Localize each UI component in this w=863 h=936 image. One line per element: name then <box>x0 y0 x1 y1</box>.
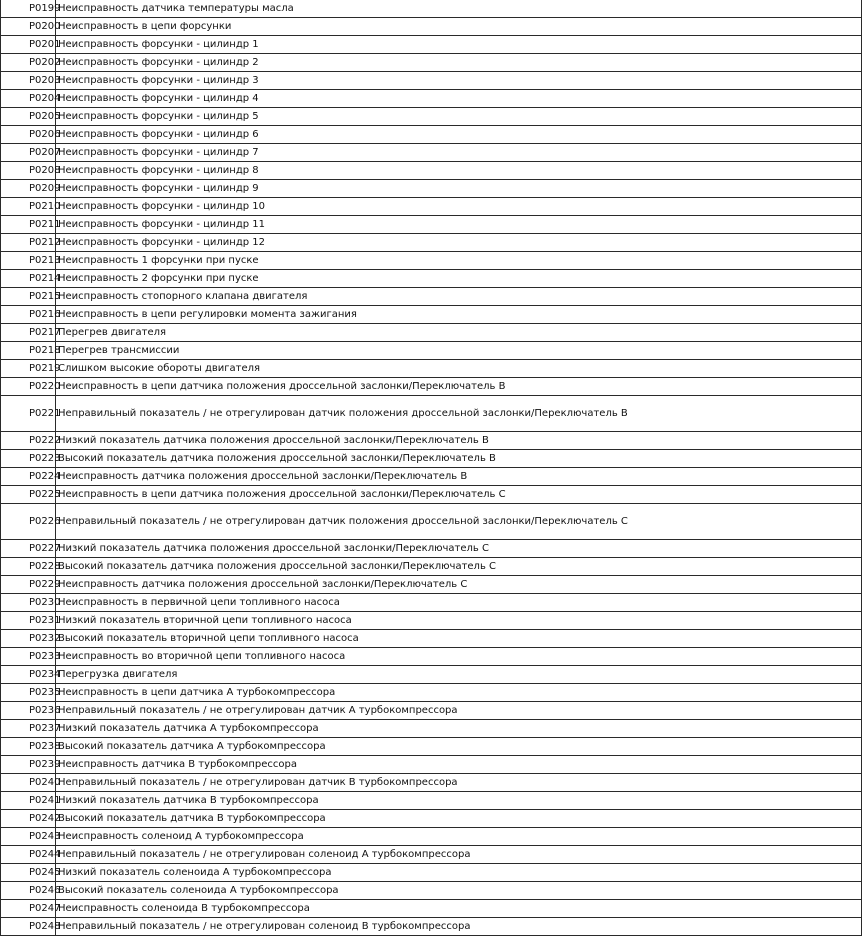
error-description-cell: Высокий показатель датчика В турбокомпрессора <box>56 810 862 828</box>
error-code-cell: P0215 <box>1 288 56 306</box>
error-description-cell: Неправильный показатель / не отрегулирован датчик положения дроссельной заслонки/Переключатель В <box>56 396 862 432</box>
error-code-cell: P0227 <box>1 540 56 558</box>
table-row <box>1 504 862 540</box>
error-description-cell: Неисправность в цепи форсунки <box>56 18 862 36</box>
error-codes-body <box>1 0 862 936</box>
error-code-cell: P0248 <box>1 918 56 936</box>
table-row <box>1 18 862 36</box>
error-description-cell: Высокий показатель датчика положения дроссельной заслонки/Переключатель С <box>56 558 862 576</box>
error-code-cell: P0240 <box>1 774 56 792</box>
table-row <box>1 918 862 936</box>
table-row <box>1 774 862 792</box>
error-code-cell: P0216 <box>1 306 56 324</box>
table-row <box>1 144 862 162</box>
table-row <box>1 252 862 270</box>
error-code-cell: P0241 <box>1 792 56 810</box>
error-code-cell: P0217 <box>1 324 56 342</box>
error-description-cell: Слишком высокие обороты двигателя <box>56 360 862 378</box>
error-code-cell: P0242 <box>1 810 56 828</box>
error-code-cell: P0233 <box>1 648 56 666</box>
error-description-cell: Неисправность датчика В турбокомпрессора <box>56 756 862 774</box>
table-row <box>1 198 862 216</box>
table-row <box>1 90 862 108</box>
error-description-cell: Неисправность в цепи датчика А турбокомпрессора <box>56 684 862 702</box>
error-code-cell: P0210 <box>1 198 56 216</box>
error-code-cell: P0231 <box>1 612 56 630</box>
table-row <box>1 594 862 612</box>
error-description-cell: Неисправность соленоид А турбокомпрессора <box>56 828 862 846</box>
table-row <box>1 810 862 828</box>
error-code-cell: P0222 <box>1 432 56 450</box>
error-code-cell: P0220 <box>1 378 56 396</box>
error-code-cell: P0224 <box>1 468 56 486</box>
error-description-cell: Неисправность 1 форсунки при пуске <box>56 252 862 270</box>
error-description-cell: Неисправность форсунки - цилиндр 2 <box>56 54 862 72</box>
error-description-cell: Неправильный показатель / не отрегулирован датчик В турбокомпрессора <box>56 774 862 792</box>
error-description-cell: Высокий показатель соленоида А турбокомпрессора <box>56 882 862 900</box>
table-row <box>1 864 862 882</box>
error-description-cell: Неправильный показатель / не отрегулирован соленоид В турбокомпрессора <box>56 918 862 936</box>
error-description-cell: Неисправность форсунки - цилиндр 4 <box>56 90 862 108</box>
error-code-cell: P0200 <box>1 18 56 36</box>
table-row <box>1 576 862 594</box>
error-description-cell: Низкий показатель соленоида А турбокомпрессора <box>56 864 862 882</box>
table-row <box>1 882 862 900</box>
table-row <box>1 162 862 180</box>
table-row <box>1 756 862 774</box>
error-code-cell: P0207 <box>1 144 56 162</box>
error-code-cell: P0212 <box>1 234 56 252</box>
table-row <box>1 324 862 342</box>
error-code-cell: P0237 <box>1 720 56 738</box>
error-description-cell: Низкий показатель датчика положения дроссельной заслонки/Переключатель В <box>56 432 862 450</box>
error-description-cell: Неисправность форсунки - цилиндр 11 <box>56 216 862 234</box>
error-description-cell: Высокий показатель датчика А турбокомпрессора <box>56 738 862 756</box>
error-description-cell: Низкий показатель датчика положения дроссельной заслонки/Переключатель С <box>56 540 862 558</box>
table-row <box>1 486 862 504</box>
table-row <box>1 612 862 630</box>
error-code-cell: P0206 <box>1 126 56 144</box>
error-description-cell: Неисправность стопорного клапана двигателя <box>56 288 862 306</box>
error-code-cell: P0202 <box>1 54 56 72</box>
table-row <box>1 720 862 738</box>
error-description-cell: Неисправность форсунки - цилиндр 9 <box>56 180 862 198</box>
error-description-cell: Низкий показатель датчика А турбокомпрессора <box>56 720 862 738</box>
error-description-cell: Неисправность в цепи датчика положения дроссельной заслонки/Переключатель С <box>56 486 862 504</box>
error-code-cell: P0203 <box>1 72 56 90</box>
error-description-cell: Перегрев двигателя <box>56 324 862 342</box>
error-description-cell: Неисправность в первичной цепи топливного насоса <box>56 594 862 612</box>
error-code-cell: P0213 <box>1 252 56 270</box>
error-code-cell: P0201 <box>1 36 56 54</box>
error-description-cell: Неисправность форсунки - цилиндр 5 <box>56 108 862 126</box>
error-code-cell: P0226 <box>1 504 56 540</box>
error-code-cell: P0247 <box>1 900 56 918</box>
table-row <box>1 270 862 288</box>
error-description-cell: Низкий показатель вторичной цепи топливного насоса <box>56 612 862 630</box>
error-code-cell: P0245 <box>1 864 56 882</box>
error-description-cell: Неисправность форсунки - цилиндр 3 <box>56 72 862 90</box>
error-description-cell: Неисправность 2 форсунки при пуске <box>56 270 862 288</box>
error-description-cell: Неисправность датчика температуры масла <box>56 0 862 18</box>
error-description-cell: Неисправность форсунки - цилиндр 1 <box>56 36 862 54</box>
table-row <box>1 234 862 252</box>
error-code-cell: P0209 <box>1 180 56 198</box>
error-description-cell: Неисправность датчика положения дроссельной заслонки/Переключатель В <box>56 468 862 486</box>
table-row <box>1 702 862 720</box>
table-row <box>1 540 862 558</box>
error-description-cell: Неисправность форсунки - цилиндр 10 <box>56 198 862 216</box>
table-row <box>1 432 862 450</box>
error-code-cell: P0244 <box>1 846 56 864</box>
error-code-cell: P0229 <box>1 576 56 594</box>
error-code-cell: P0219 <box>1 360 56 378</box>
error-description-cell: Неисправность в цепи датчика положения дроссельной заслонки/Переключатель В <box>56 378 862 396</box>
error-code-cell: P0208 <box>1 162 56 180</box>
table-row <box>1 684 862 702</box>
error-code-cell: P0214 <box>1 270 56 288</box>
table-row <box>1 648 862 666</box>
error-code-cell: P0223 <box>1 450 56 468</box>
table-row <box>1 342 862 360</box>
table-row <box>1 288 862 306</box>
error-description-cell: Высокий показатель датчика положения дроссельной заслонки/Переключатель В <box>56 450 862 468</box>
error-description-cell: Перегрев трансмиссии <box>56 342 862 360</box>
table-row <box>1 126 862 144</box>
table-row <box>1 450 862 468</box>
error-code-cell: P0236 <box>1 702 56 720</box>
table-row <box>1 360 862 378</box>
table-row <box>1 666 862 684</box>
table-row <box>1 630 862 648</box>
error-description-cell: Неисправность во вторичной цепи топливного насоса <box>56 648 862 666</box>
error-code-cell: P0232 <box>1 630 56 648</box>
error-code-cell: P0243 <box>1 828 56 846</box>
table-row <box>1 900 862 918</box>
error-description-cell: Неправильный показатель / не отрегулирован датчик положения дроссельной заслонки/Переключатель С <box>56 504 862 540</box>
table-row <box>1 180 862 198</box>
table-row <box>1 378 862 396</box>
table-row <box>1 396 862 432</box>
error-description-cell: Неисправность форсунки - цилиндр 6 <box>56 126 862 144</box>
error-code-cell: P0218 <box>1 342 56 360</box>
error-description-cell: Неправильный показатель / не отрегулирован датчик А турбокомпрессора <box>56 702 862 720</box>
table-row <box>1 846 862 864</box>
error-code-cell: P0238 <box>1 738 56 756</box>
table-row <box>1 108 862 126</box>
table-row <box>1 468 862 486</box>
error-description-cell: Неисправность в цепи регулировки момента зажигания <box>56 306 862 324</box>
table-row <box>1 306 862 324</box>
error-description-cell: Неисправность форсунки - цилиндр 8 <box>56 162 862 180</box>
error-code-cell: P0246 <box>1 882 56 900</box>
table-row <box>1 0 862 18</box>
error-code-cell: P0221 <box>1 396 56 432</box>
error-code-cell: P0204 <box>1 90 56 108</box>
table-row <box>1 72 862 90</box>
error-description-cell: Неправильный показатель / не отрегулирован соленоид А турбокомпрессора <box>56 846 862 864</box>
error-description-cell: Перегрузка двигателя <box>56 666 862 684</box>
table-row <box>1 558 862 576</box>
error-description-cell: Неисправность датчика положения дроссельной заслонки/Переключатель С <box>56 576 862 594</box>
error-description-cell: Неисправность форсунки - цилиндр 12 <box>56 234 862 252</box>
table-row <box>1 36 862 54</box>
error-description-cell: Высокий показатель вторичной цепи топливного насоса <box>56 630 862 648</box>
error-description-cell: Низкий показатель датчика В турбокомпрессора <box>56 792 862 810</box>
error-code-cell: P0228 <box>1 558 56 576</box>
error-code-cell: P0211 <box>1 216 56 234</box>
error-code-cell: P0205 <box>1 108 56 126</box>
error-code-cell: P0225 <box>1 486 56 504</box>
error-code-cell: P0234 <box>1 666 56 684</box>
error-description-cell: Неисправность соленоида В турбокомпрессора <box>56 900 862 918</box>
error-description-cell: Неисправность форсунки - цилиндр 7 <box>56 144 862 162</box>
error-code-cell: P0230 <box>1 594 56 612</box>
error-code-cell: P0199 <box>1 0 56 18</box>
table-row <box>1 54 862 72</box>
table-row <box>1 828 862 846</box>
table-row <box>1 792 862 810</box>
error-code-cell: P0235 <box>1 684 56 702</box>
table-row <box>1 216 862 234</box>
error-code-cell: P0239 <box>1 756 56 774</box>
table-row <box>1 738 862 756</box>
